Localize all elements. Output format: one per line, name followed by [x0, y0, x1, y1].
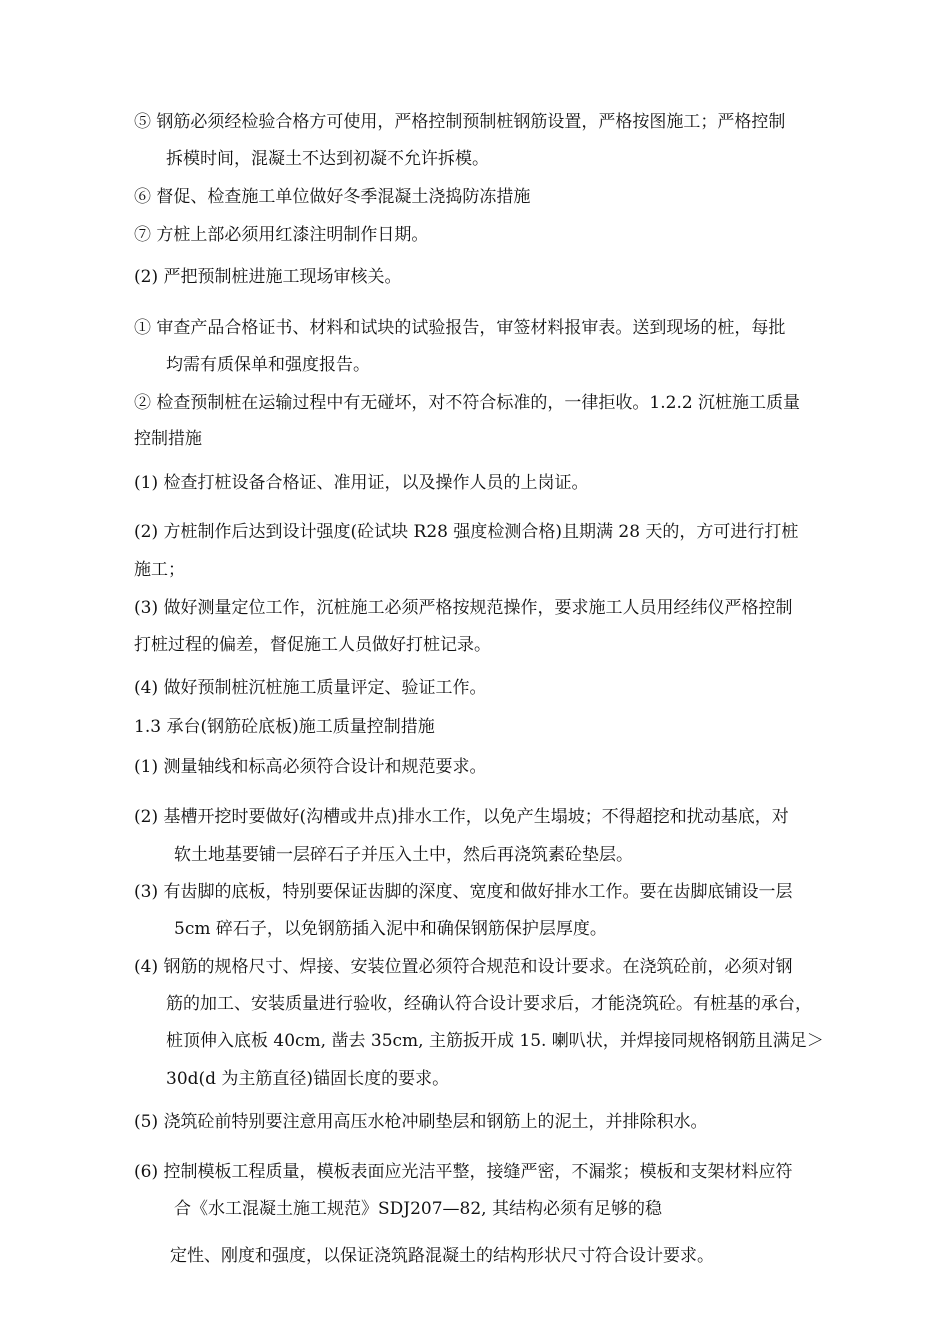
text-line: (4) 做好预制桩沉桩施工质量评定、验证工作。 [134, 678, 487, 698]
text-line: 均需有质保单和强度报告。 [166, 355, 370, 375]
text-line: (2) 方桩制作后达到设计强度(砼试块 R28 强度检测合格)且期满 28 天的，方可进行打桩 [134, 522, 799, 542]
text-line: (1) 检查打桩设备合格证、准用证，以及操作人员的上岗证。 [134, 473, 589, 493]
text-line: ⑥ 督促、检查施工单位做好冬季混凝土浇捣防冻措施 [134, 187, 531, 207]
text-line: 定性、刚度和强度，以保证浇筑路混凝土的结构形状尺寸符合设计要求。 [170, 1246, 714, 1266]
text-line: (3) 做好测量定位工作，沉桩施工必须严格按规范操作，要求施工人员用经纬仪严格控制 [134, 598, 793, 618]
text-line: (1) 测量轴线和标高必须符合设计和规范要求。 [134, 757, 487, 777]
text-line: 施工； [134, 560, 185, 580]
text-line: (2) 基槽开挖时要做好(沟槽或井点)排水工作，以免产生塌坡；不得超挖和扰动基底，对 [134, 807, 789, 827]
text-line: ⑦ 方桩上部必须用红漆注明制作日期。 [134, 225, 429, 245]
text-line: (4) 钢筋的规格尺寸、焊接、安装位置必须符合规范和设计要求。在浇筑砼前，必须对钢 [134, 957, 793, 977]
text-line: 打桩过程的偏差，督促施工人员做好打桩记录。 [134, 635, 491, 655]
text-line: 控制措施 [134, 429, 202, 449]
text-line: 筋的加工、安装质量进行验收，经确认符合设计要求后，才能浇筑砼。有桩基的承台， [166, 994, 812, 1014]
text-line: ② 检查预制桩在运输过程中有无碰坏，对不符合标准的，一律拒收。1.2.2 沉桩施工质量 [134, 393, 801, 413]
text-line: (6) 控制模板工程质量，模板表面应光洁平整，接缝严密，不漏浆；模板和支架材料应符 [134, 1162, 793, 1182]
text-line: 30d(d 为主筋直径)锚固长度的要求。 [166, 1069, 450, 1089]
text-line: (2) 严把预制桩进施工现场审核关。 [134, 267, 402, 287]
text-line: 软土地基要铺一层碎石子并压入土中，然后再浇筑素砼垫层。 [174, 845, 633, 865]
text-line: (3) 有齿脚的底板，特别要保证齿脚的深度、宽度和做好排水工作。要在齿脚底铺设一层 [134, 882, 793, 902]
text-line: 拆模时间，混凝土不达到初凝不允许拆模。 [166, 149, 489, 169]
text-line: ⑤ 钢筋必须经检验合格方可使用，严格控制预制桩钢筋设置，严格按图施工；严格控制 [134, 112, 786, 132]
section-heading: 1.3 承台(钢筋砼底板)施工质量控制措施 [134, 717, 435, 737]
text-line: 桩顶伸入底板 40cm, 凿去 35cm, 主筋扳开成 15. 喇叭状，并焊接同规格钢筋且满足＞ [166, 1031, 824, 1051]
text-line: 5cm 碎石子，以免钢筋插入泥中和确保钢筋保护层厚度。 [174, 919, 607, 939]
text-line: 合《水工混凝土施工规范》SDJ207—82, 其结构必须有足够的稳 [174, 1199, 662, 1219]
text-line: ① 审查产品合格证书、材料和试块的试验报告，审签材料报审表。送到现场的桩，每批 [134, 318, 786, 338]
text-line: (5) 浇筑砼前特别要注意用高压水枪冲刷垫层和钢筋上的泥土，并排除积水。 [134, 1112, 708, 1132]
